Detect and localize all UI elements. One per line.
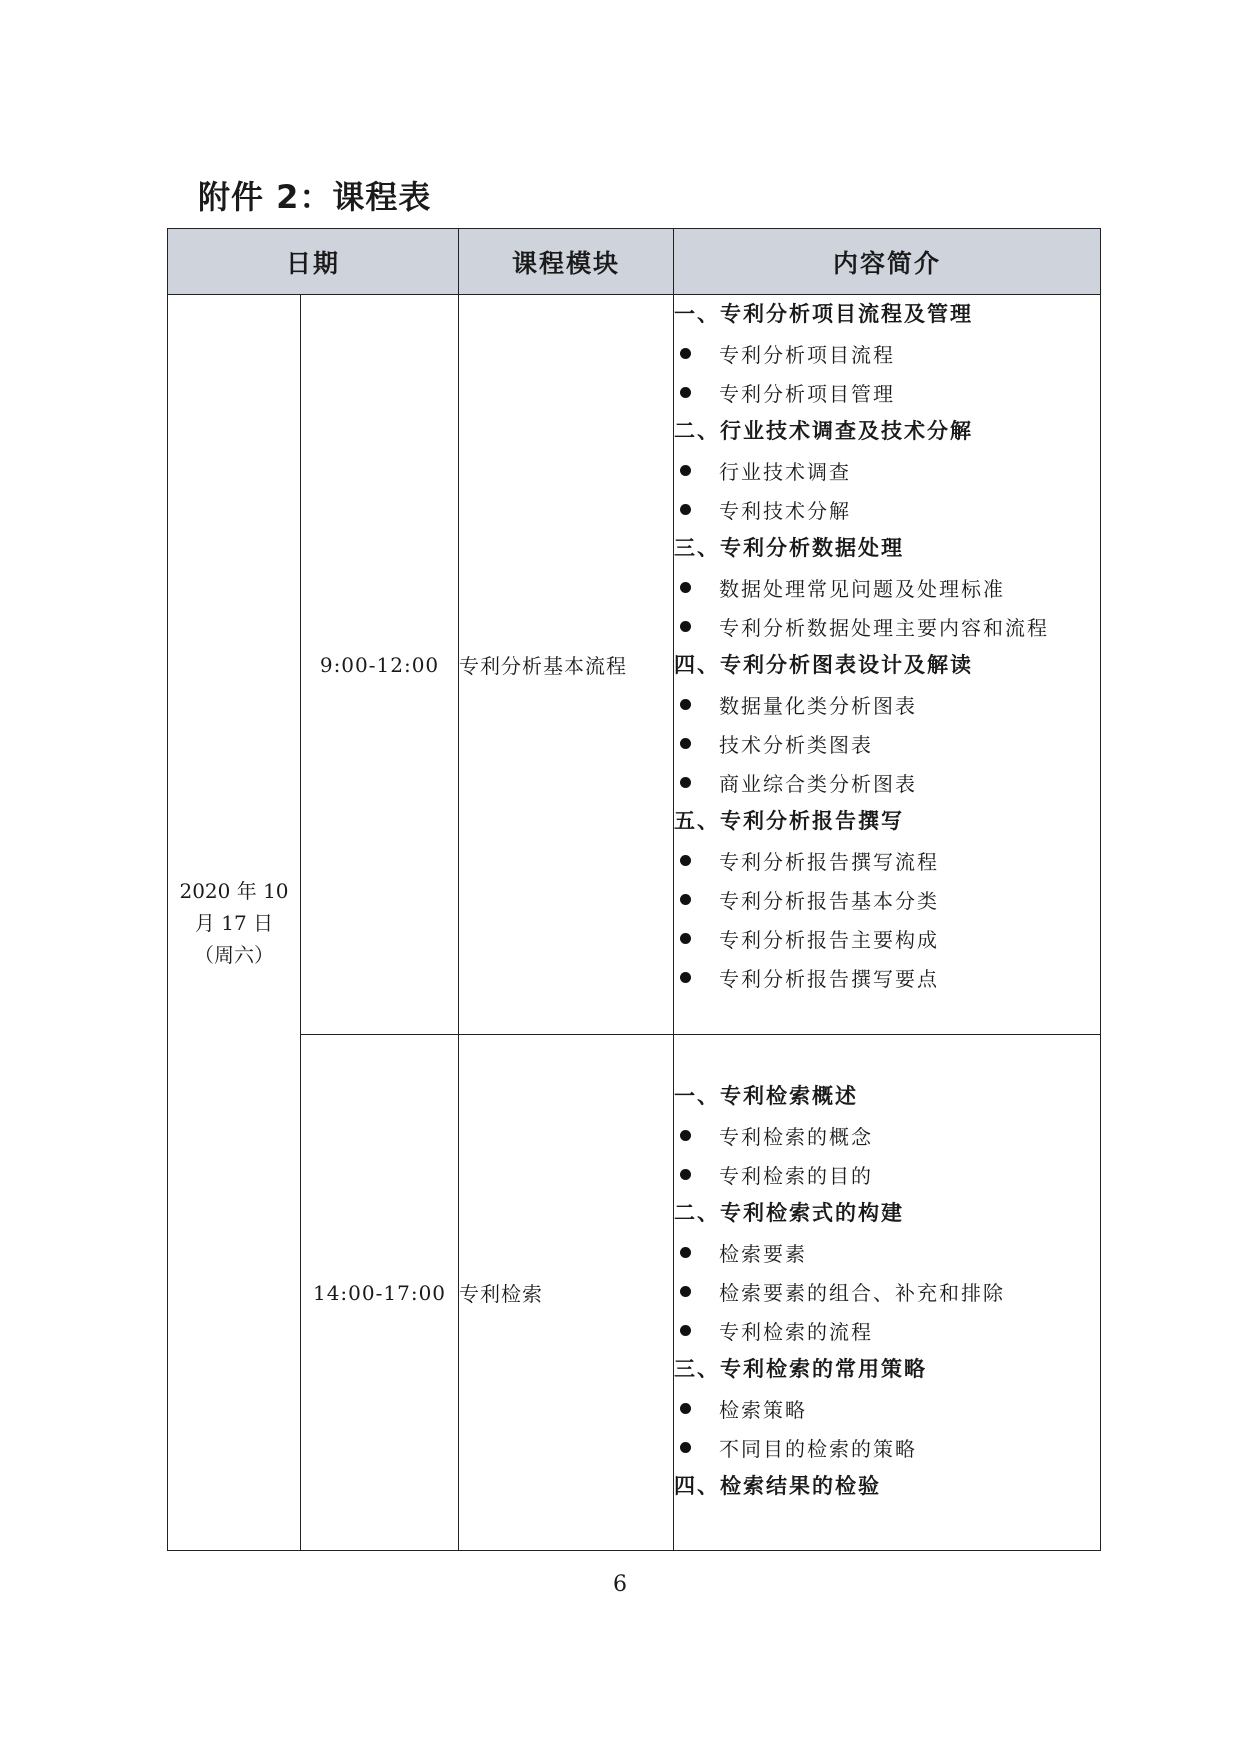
bullet-dot-icon <box>680 348 691 359</box>
bullet-dot-icon <box>680 738 691 749</box>
bullet-dot-icon <box>680 621 691 632</box>
content-section <box>674 1194 1100 1350</box>
page-number: 6 <box>613 1572 627 1597</box>
bullet-text: 数据量化类分析图表 <box>719 694 918 718</box>
header-module: 课程模块 <box>459 229 674 295</box>
bullet-text: 专利分析项目管理 <box>719 382 896 406</box>
content-section <box>674 1467 1100 1506</box>
content-section <box>674 1077 1100 1194</box>
bullet-text: 商业综合类分析图表 <box>719 772 918 796</box>
bullet-text: 专利分析报告基本分类 <box>719 889 940 913</box>
bullet-dot-icon <box>680 1130 691 1141</box>
bullet-item <box>674 1155 1100 1194</box>
bullet-text: 专利分析项目流程 <box>719 343 896 367</box>
bullet-dot-icon <box>680 582 691 593</box>
bullet-dot-icon <box>680 387 691 398</box>
content-section <box>674 1350 1100 1467</box>
bullet-dot-icon <box>680 1403 691 1414</box>
content-section <box>674 646 1100 802</box>
section-title: 二、行业技术调查及技术分解 <box>674 419 974 443</box>
content-section <box>674 802 1100 997</box>
bullet-item <box>674 1389 1100 1428</box>
content-cell-afternoon <box>674 1035 1101 1551</box>
bullet-text: 专利检索的目的 <box>719 1164 874 1188</box>
bullet-text: 技术分析类图表 <box>719 733 874 757</box>
bullet-item <box>674 1428 1100 1467</box>
time-cell-morning: 9:00-12:00 <box>301 295 459 1035</box>
bullet-text: 专利检索的流程 <box>719 1320 874 1344</box>
bullet-item <box>674 373 1100 412</box>
bullet-dot-icon <box>680 1169 691 1180</box>
bullet-item <box>674 763 1100 802</box>
header-date: 日期 <box>168 229 459 295</box>
date-line-2: 月 17 日 <box>194 910 274 935</box>
bullet-text: 专利检索的概念 <box>719 1125 874 1149</box>
bullet-text: 专利分析数据处理主要内容和流程 <box>719 616 1050 640</box>
bullet-dot-icon <box>680 933 691 944</box>
bullet-item <box>674 490 1100 529</box>
bullet-text: 检索策略 <box>719 1398 808 1422</box>
bullet-dot-icon <box>680 777 691 788</box>
bullet-dot-icon <box>680 1286 691 1297</box>
table-header-row <box>168 229 1101 295</box>
bullet-item <box>674 334 1100 373</box>
content-cell-morning <box>674 295 1101 1035</box>
module-cell-afternoon: 专利检索 <box>459 1035 674 1551</box>
page-title: 附件 2：课程表 <box>198 178 432 216</box>
bullet-dot-icon <box>680 699 691 710</box>
bullet-dot-icon <box>680 465 691 476</box>
bullet-dot-icon <box>680 894 691 905</box>
section-title: 二、专利检索式的构建 <box>674 1201 905 1225</box>
date-cell <box>168 295 301 1551</box>
bullet-text: 不同目的检索的策略 <box>719 1437 918 1461</box>
schedule-table <box>167 228 1101 1551</box>
bullet-text: 专利分析报告主要构成 <box>719 928 940 952</box>
bullet-item <box>674 1272 1100 1311</box>
bullet-dot-icon <box>680 855 691 866</box>
bullet-text: 专利分析报告撰写要点 <box>719 967 940 991</box>
bullet-item <box>674 451 1100 490</box>
date-line-1: 2020 年 10 <box>179 878 289 903</box>
bullet-text: 专利技术分解 <box>719 499 852 523</box>
bullet-item <box>674 1116 1100 1155</box>
section-title: 一、专利检索概述 <box>674 1084 859 1108</box>
bullet-text: 检索要素 <box>719 1242 808 1266</box>
section-title: 四、检索结果的检验 <box>674 1474 882 1498</box>
section-title: 三、专利检索的常用策略 <box>674 1357 928 1381</box>
module-cell-morning: 专利分析基本流程 <box>459 295 674 1035</box>
content-section <box>674 295 1100 412</box>
bullet-item <box>674 685 1100 724</box>
table-row-morning <box>168 295 1101 1035</box>
bullet-text: 专利分析报告撰写流程 <box>719 850 940 874</box>
table-row-afternoon <box>168 1035 1101 1551</box>
content-section <box>674 412 1100 529</box>
bullet-item <box>674 880 1100 919</box>
bullet-dot-icon <box>680 1442 691 1453</box>
bullet-item <box>674 568 1100 607</box>
date-line-3: （周六） <box>194 942 274 967</box>
header-content: 内容简介 <box>674 229 1101 295</box>
bullet-dot-icon <box>680 504 691 515</box>
bullet-dot-icon <box>680 972 691 983</box>
bullet-dot-icon <box>680 1247 691 1258</box>
bullet-text: 数据处理常见问题及处理标准 <box>719 577 1006 601</box>
section-title: 四、专利分析图表设计及解读 <box>674 653 974 677</box>
bullet-item <box>674 958 1100 997</box>
time-cell-afternoon: 14:00-17:00 <box>301 1035 459 1551</box>
bullet-item <box>674 1233 1100 1272</box>
bullet-text: 行业技术调查 <box>719 460 852 484</box>
bullet-item <box>674 724 1100 763</box>
bullet-item <box>674 919 1100 958</box>
bullet-text: 检索要素的组合、补充和排除 <box>719 1281 1006 1305</box>
bullet-dot-icon <box>680 1325 691 1336</box>
section-title: 三、专利分析数据处理 <box>674 536 905 560</box>
bullet-item <box>674 1311 1100 1350</box>
content-section <box>674 529 1100 646</box>
section-title: 五、专利分析报告撰写 <box>674 809 905 833</box>
bullet-item <box>674 841 1100 880</box>
section-title: 一、专利分析项目流程及管理 <box>674 302 974 326</box>
bullet-item <box>674 607 1100 646</box>
